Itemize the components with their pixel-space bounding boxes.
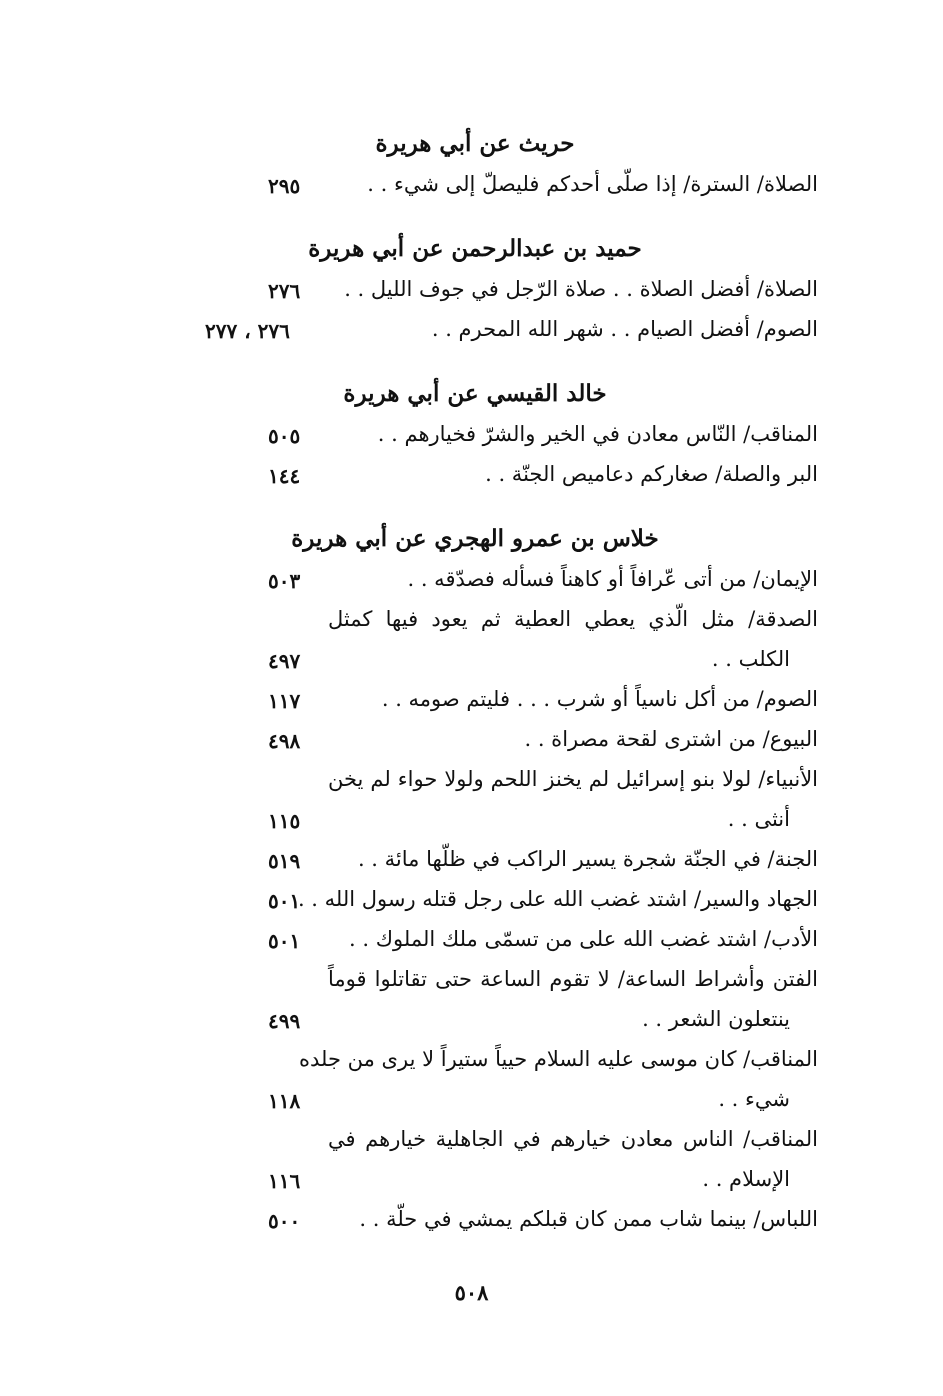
index-entry-text: المناقب/ النّاس معادن في الخير والشرّ فخيارهم . .: [377, 422, 818, 446]
index-entry-page: ٢٧٦: [268, 279, 301, 303]
index-entry-text: الأدب/ اشتد غضب الله على من تسمّى ملك الملوك . .: [349, 927, 818, 951]
index-entry-page: ٥٠٣: [268, 569, 301, 593]
index-entry-page: ١٤٤: [268, 464, 301, 488]
index-entry-continuation: ينتعلون الشعر . .: [642, 1007, 790, 1031]
index-entry-page: ١١٧: [268, 689, 301, 713]
index-entry-text: البيوع/ من اشترى لقحة مصراة . .: [524, 727, 818, 751]
index-entry-page: ١١٦: [268, 1169, 301, 1193]
index-entry-text: الصلاة/ السترة/ إذا صلّى أحدكم فليصلّ إلى شيء . .: [367, 172, 818, 196]
index-entry-continuation: شيء . .: [718, 1087, 790, 1111]
index-entry-page: ٤٩٩: [268, 1009, 301, 1033]
index-entry-text: المناقب/ الناس معادن خيارهم في الجاهلية خيارهم في: [328, 1127, 818, 1151]
index-entry-page: ٢٩٥: [268, 174, 301, 198]
index-entry-continuation: الإسلام . .: [702, 1167, 790, 1191]
index-entry-text: الفتن وأشراط الساعة/ لا تقوم الساعة حتى تقاتلوا قوماً: [328, 967, 818, 991]
index-entry-page: ٥٠٠: [268, 1209, 301, 1233]
index-entry-text: اللباس/ بينما شاب ممن كان قبلكم يمشي في حلّة . .: [359, 1207, 818, 1231]
section-heading: خلاس بن عمرو الهجري عن أبي هريرة: [291, 525, 659, 552]
index-entry-page: ٥٠١: [268, 889, 301, 913]
index-entry-text: الصلاة/ أفضل الصلاة . . صلاة الرّجل في جوف الليل . .: [344, 277, 818, 301]
index-entry-text: المناقب/ كان موسى عليه السلام حيياً ستيراً لا يرى من جلده: [299, 1047, 818, 1071]
index-entry-text: الأنبياء/ لولا بنو إسرائيل لم يخنز اللحم ولولا حواء لم يخن: [328, 767, 818, 791]
index-entry-text: الجنة/ في الجنّة شجرة يسير الراكب في ظلّها مائة . .: [357, 847, 818, 871]
index-entry-text: الصوم/ من أكل ناسياً أو شرب . . . فليتم صومه . .: [381, 687, 818, 711]
index-entry-page: ٥١٩: [268, 849, 301, 873]
index-entry-text: الجهاد والسير/ اشتد غضب الله على رجل قتله رسول الله . .: [297, 887, 818, 911]
index-entry-page: ٢٧٦ ، ٢٧٧: [205, 319, 290, 343]
section-heading: حريث عن أبي هريرة: [375, 130, 575, 157]
index-entry-text: الصوم/ أفضل الصيام . . شهر الله المحرم . .: [431, 317, 818, 341]
index-entry-page: ١١٨: [268, 1089, 301, 1113]
section-heading: حميد بن عبدالرحمن عن أبي هريرة: [308, 235, 642, 262]
index-entry-page: ٤٩٨: [268, 729, 301, 753]
index-entry-page: ٥٠٥: [268, 424, 301, 448]
index-entry-text: البر والصلة/ صغاركم دعاميص الجنّة . .: [485, 462, 818, 486]
index-entry-continuation: أنثى . .: [727, 807, 790, 831]
index-entry-text: الصدقة/ مثل الّذي يعطي العطية ثم يعود فيها كمثل: [328, 607, 818, 631]
index-entry-continuation: الكلب . .: [711, 647, 790, 671]
index-entry-text: الإيمان/ من أتى عّرافاً أو كاهناً فسأله فصدّقه . .: [407, 567, 818, 591]
index-entry-page: ١١٥: [268, 809, 301, 833]
page-number: ٥٠٨: [454, 1280, 489, 1305]
index-entry-page: ٥٠١: [268, 929, 301, 953]
section-heading: خالد القيسي عن أبي هريرة: [343, 380, 607, 407]
index-entry-page: ٤٩٧: [268, 649, 301, 673]
